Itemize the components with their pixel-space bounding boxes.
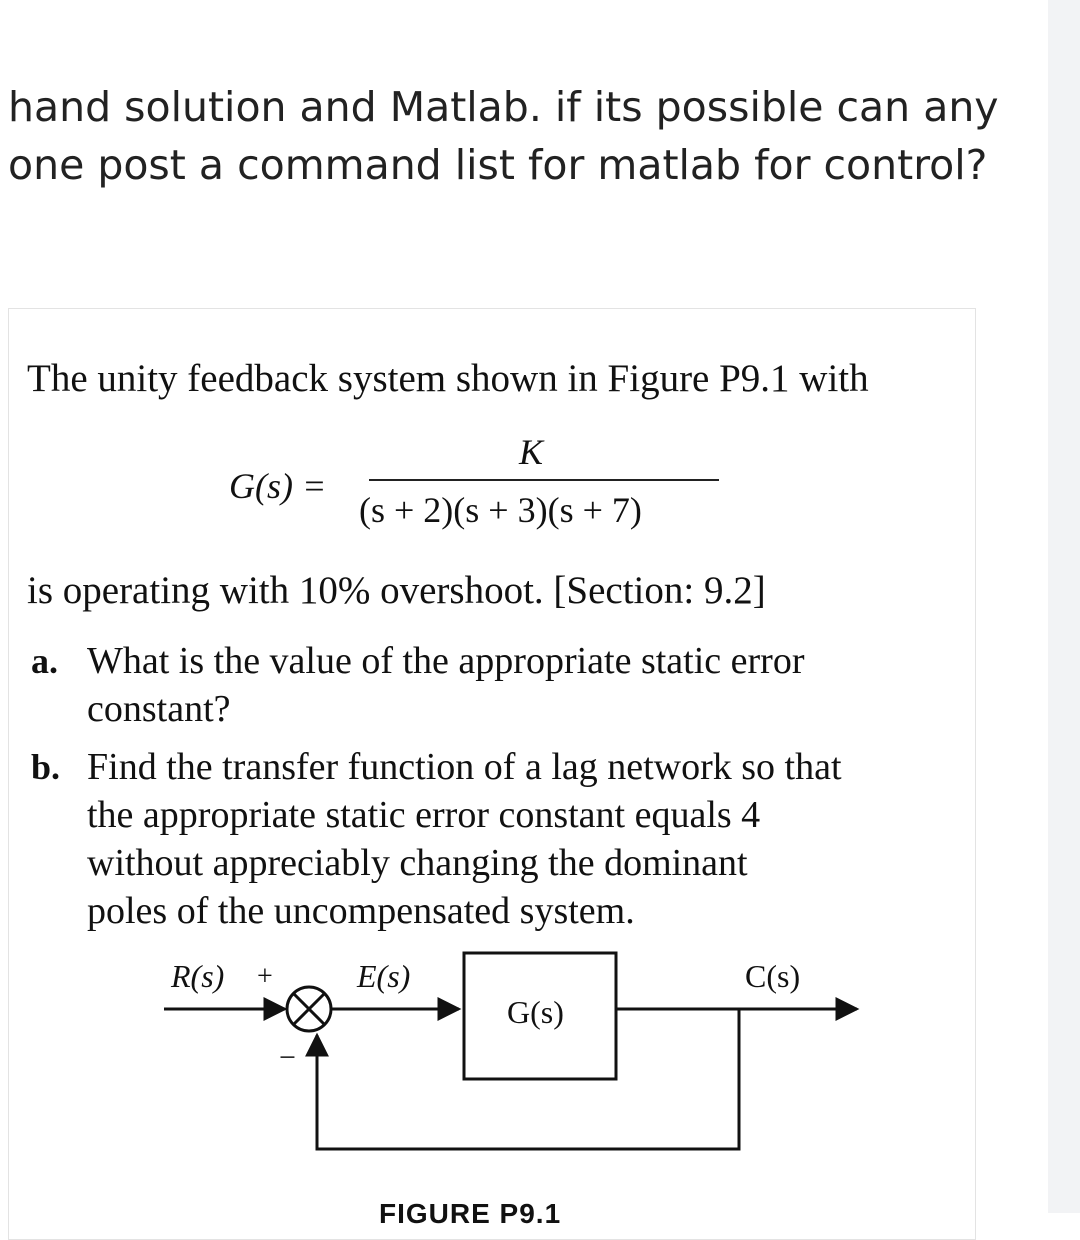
problem-image bbox=[8, 308, 976, 1240]
problem-intro: The unity feedback system shown in Figure P9.1 with bbox=[27, 357, 869, 400]
question-line-2: one post a command list for matlab for control? bbox=[8, 141, 988, 189]
part-b-line-2: the appropriate static error constant equals 4 bbox=[87, 794, 761, 836]
question-text bbox=[8, 78, 1038, 194]
part-a-line-1: What is the value of the appropriate static error bbox=[87, 640, 805, 682]
part-b-letter: b. bbox=[31, 747, 61, 787]
operating-statement: is operating with 10% overshoot. [Section: 9.2] bbox=[27, 569, 766, 612]
block-diagram bbox=[9, 939, 975, 1239]
input-label: R(s) bbox=[171, 958, 225, 994]
formula-denominator: (s + 2)(s + 3)(s + 7) bbox=[359, 490, 642, 530]
question-line-1: hand solution and Matlab. if its possible can any bbox=[8, 83, 999, 131]
plus-sign: + bbox=[257, 961, 273, 992]
right-gutter bbox=[1048, 0, 1080, 1213]
error-label: E(s) bbox=[357, 958, 411, 994]
formula-lhs: G(s) = bbox=[229, 466, 327, 506]
part-a-line-2: constant? bbox=[87, 688, 231, 730]
formula-numerator: K bbox=[519, 432, 544, 472]
output-label: C(s) bbox=[745, 958, 801, 994]
part-a-letter: a. bbox=[31, 641, 58, 681]
figure-caption: FIGURE P9.1 bbox=[379, 1198, 562, 1229]
part-b-line-4: poles of the uncompensated system. bbox=[87, 890, 635, 932]
block-label: G(s) bbox=[507, 994, 564, 1030]
part-b-line-3: without appreciably changing the dominant bbox=[87, 842, 748, 884]
transfer-function-formula bbox=[229, 431, 729, 541]
part-b-line-1: Find the transfer function of a lag network so that bbox=[87, 746, 842, 788]
summing-junction bbox=[287, 987, 331, 1031]
minus-sign: − bbox=[279, 1041, 296, 1074]
fraction-bar bbox=[369, 479, 719, 481]
